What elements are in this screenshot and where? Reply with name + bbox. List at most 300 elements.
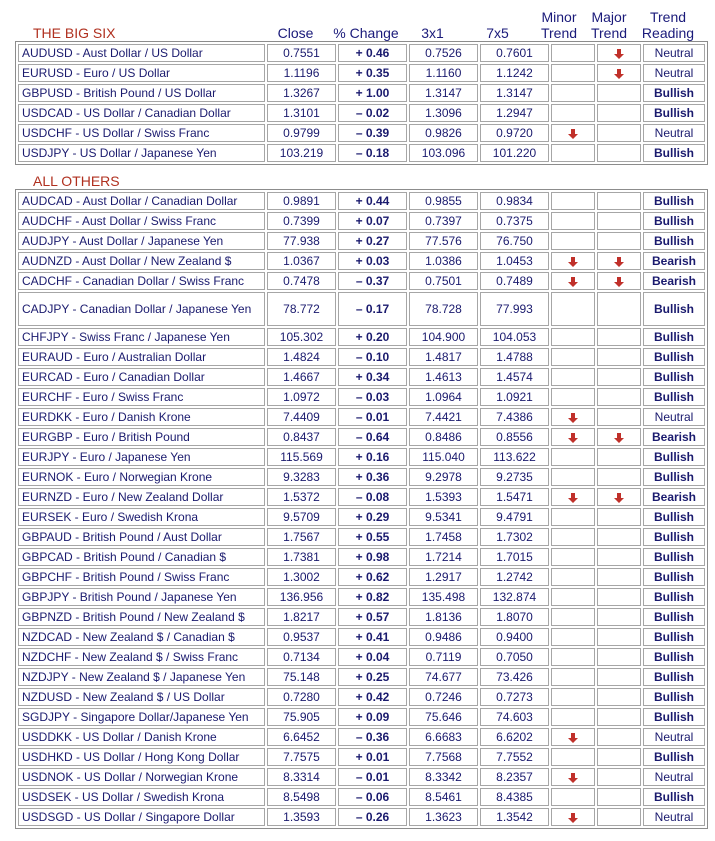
major-trend-cell: [597, 64, 641, 82]
close-value: 7.4409: [267, 408, 336, 426]
value-3x1: 8.5461: [409, 788, 478, 806]
minor-trend-cell: [551, 388, 595, 406]
pair-name: EURCHF - Euro / Swiss Franc: [18, 388, 265, 406]
close-value: 1.4824: [267, 348, 336, 366]
header-3x1: 3x1: [421, 25, 444, 41]
down-arrow-icon: [613, 256, 625, 268]
close-value: 0.7478: [267, 272, 336, 290]
down-arrow-icon: [567, 732, 579, 744]
header-minor-line2: Trend: [540, 25, 578, 41]
pair-name: USDSEK - US Dollar / Swedish Krona: [18, 788, 265, 806]
value-3x1: 0.7119: [409, 648, 478, 666]
value-7x5: 77.993: [480, 292, 549, 326]
pct-change-value: + 0.03: [338, 252, 407, 270]
minor-trend-cell: [551, 608, 595, 626]
table-row: [18, 144, 705, 162]
table-row: [18, 768, 705, 786]
table-row: [18, 84, 705, 102]
major-trend-cell: [597, 588, 641, 606]
value-7x5: 74.603: [480, 708, 549, 726]
major-trend-cell: [597, 272, 641, 290]
close-value: 103.219: [267, 144, 336, 162]
value-3x1: 103.096: [409, 144, 478, 162]
down-arrow-icon: [613, 492, 625, 504]
value-3x1: 0.7246: [409, 688, 478, 706]
pct-change-value: + 0.42: [338, 688, 407, 706]
value-7x5: 0.7375: [480, 212, 549, 230]
major-trend-cell: [597, 788, 641, 806]
value-7x5: 1.4788: [480, 348, 549, 366]
value-7x5: 1.5471: [480, 488, 549, 506]
minor-trend-cell: [551, 124, 595, 142]
trend-reading-value: Bullish: [643, 388, 705, 406]
close-value: 1.1196: [267, 64, 336, 82]
header-minor-line1: Minor: [541, 9, 577, 25]
minor-trend-cell: [551, 104, 595, 122]
value-3x1: 0.7501: [409, 272, 478, 290]
major-trend-cell: [597, 408, 641, 426]
minor-trend-cell: [551, 292, 595, 326]
pair-name: GBPCHF - British Pound / Swiss Franc: [18, 568, 265, 586]
table-row: [18, 648, 705, 666]
minor-trend-cell: [551, 668, 595, 686]
value-7x5: 0.7050: [480, 648, 549, 666]
major-trend-cell: [597, 468, 641, 486]
close-value: 1.5372: [267, 488, 336, 506]
close-value: 1.3002: [267, 568, 336, 586]
value-7x5: 1.0921: [480, 388, 549, 406]
close-value: 0.9799: [267, 124, 336, 142]
close-value: 0.7280: [267, 688, 336, 706]
section-title-big-six: THE BIG SIX: [33, 25, 116, 41]
table-row: [18, 508, 705, 526]
value-7x5: 0.8556: [480, 428, 549, 446]
trend-reading-value: Bullish: [643, 788, 705, 806]
major-trend-cell: [597, 448, 641, 466]
trend-reading-value: Bullish: [643, 588, 705, 606]
table-row: [18, 292, 705, 326]
trend-reading-value: Neutral: [643, 124, 705, 142]
table-row: [18, 608, 705, 626]
trend-reading-value: Neutral: [643, 728, 705, 746]
minor-trend-cell: [551, 64, 595, 82]
trend-reading-value: Bullish: [643, 232, 705, 250]
minor-trend-cell: [551, 428, 595, 446]
value-7x5: 113.622: [480, 448, 549, 466]
trend-reading-value: Bullish: [643, 448, 705, 466]
down-arrow-icon: [567, 256, 579, 268]
pair-name: AUDCAD - Aust Dollar / Canadian Dollar: [18, 192, 265, 210]
pct-change-value: + 0.36: [338, 468, 407, 486]
pair-name: USDNOK - US Dollar / Norwegian Krone: [18, 768, 265, 786]
value-3x1: 1.0386: [409, 252, 478, 270]
table-row: [18, 548, 705, 566]
value-3x1: 77.576: [409, 232, 478, 250]
value-7x5: 1.0453: [480, 252, 549, 270]
pair-name: EURNOK - Euro / Norwegian Krone: [18, 468, 265, 486]
pair-name: NZDCHF - New Zealand $ / Swiss Franc: [18, 648, 265, 666]
major-trend-cell: [597, 252, 641, 270]
value-3x1: 135.498: [409, 588, 478, 606]
value-7x5: 132.874: [480, 588, 549, 606]
trend-reading-value: Bullish: [643, 104, 705, 122]
trend-reading-value: Neutral: [643, 64, 705, 82]
major-trend-cell: [597, 232, 641, 250]
close-value: 0.7551: [267, 44, 336, 62]
down-arrow-icon: [567, 432, 579, 444]
trend-reading-value: Neutral: [643, 808, 705, 826]
minor-trend-cell: [551, 272, 595, 290]
pair-name: CADJPY - Canadian Dollar / Japanese Yen: [18, 292, 265, 326]
minor-trend-cell: [551, 348, 595, 366]
value-7x5: 76.750: [480, 232, 549, 250]
major-trend-cell: [597, 348, 641, 366]
major-trend-cell: [597, 648, 641, 666]
value-7x5: 1.3542: [480, 808, 549, 826]
trend-reading-value: Bullish: [643, 84, 705, 102]
value-3x1: 1.7458: [409, 528, 478, 546]
major-trend-cell: [597, 508, 641, 526]
pair-name: USDCAD - US Dollar / Canadian Dollar: [18, 104, 265, 122]
pair-name: EURGBP - Euro / British Pound: [18, 428, 265, 446]
major-trend-cell: [597, 708, 641, 726]
value-3x1: 1.3147: [409, 84, 478, 102]
major-trend-cell: [597, 192, 641, 210]
pair-name: CHFJPY - Swiss Franc / Japanese Yen: [18, 328, 265, 346]
pct-change-value: + 0.46: [338, 44, 407, 62]
close-value: 8.5498: [267, 788, 336, 806]
close-value: 115.569: [267, 448, 336, 466]
minor-trend-cell: [551, 708, 595, 726]
header-trend-line1: Trend: [649, 9, 687, 25]
pct-change-value: – 0.01: [338, 768, 407, 786]
pair-name: NZDUSD - New Zealand $ / US Dollar: [18, 688, 265, 706]
close-value: 0.9537: [267, 628, 336, 646]
table-row: [18, 708, 705, 726]
pair-name: CADCHF - Canadian Dollar / Swiss Franc: [18, 272, 265, 290]
pct-change-value: + 0.20: [338, 328, 407, 346]
close-value: 1.3593: [267, 808, 336, 826]
major-trend-cell: [597, 292, 641, 326]
value-7x5: 8.2357: [480, 768, 549, 786]
pct-change-value: + 1.00: [338, 84, 407, 102]
pct-change-value: + 0.62: [338, 568, 407, 586]
major-trend-cell: [597, 548, 641, 566]
pair-name: USDHKD - US Dollar / Hong Kong Dollar: [18, 748, 265, 766]
header-pct-change: % Change: [333, 25, 399, 41]
pct-change-value: – 0.26: [338, 808, 407, 826]
value-7x5: 7.4386: [480, 408, 549, 426]
table-row: [18, 788, 705, 806]
table-row: [18, 488, 705, 506]
close-value: 1.3101: [267, 104, 336, 122]
major-trend-cell: [597, 748, 641, 766]
table-row: [18, 688, 705, 706]
table-row: [18, 232, 705, 250]
minor-trend-cell: [551, 488, 595, 506]
value-7x5: 0.7273: [480, 688, 549, 706]
pair-name: GBPCAD - British Pound / Canadian $: [18, 548, 265, 566]
trend-reading-value: Bullish: [643, 508, 705, 526]
pct-change-value: – 0.06: [338, 788, 407, 806]
trend-reading-value: Bearish: [643, 252, 705, 270]
pct-change-value: + 0.29: [338, 508, 407, 526]
close-value: 1.7567: [267, 528, 336, 546]
minor-trend-cell: [551, 448, 595, 466]
close-value: 136.956: [267, 588, 336, 606]
trend-reading-value: Bullish: [643, 468, 705, 486]
minor-trend-cell: [551, 628, 595, 646]
pair-name: EURCAD - Euro / Canadian Dollar: [18, 368, 265, 386]
value-3x1: 1.1160: [409, 64, 478, 82]
pct-change-value: + 0.57: [338, 608, 407, 626]
value-7x5: 9.4791: [480, 508, 549, 526]
pct-change-value: – 0.10: [338, 348, 407, 366]
pair-name: AUDCHF - Aust Dollar / Swiss Franc: [18, 212, 265, 230]
table-row: [18, 668, 705, 686]
value-3x1: 1.0964: [409, 388, 478, 406]
table-row: [18, 64, 705, 82]
close-value: 1.0972: [267, 388, 336, 406]
value-3x1: 9.2978: [409, 468, 478, 486]
value-7x5: 0.9834: [480, 192, 549, 210]
major-trend-cell: [597, 688, 641, 706]
trend-reading-value: Bullish: [643, 328, 705, 346]
trend-reading-value: Bearish: [643, 272, 705, 290]
major-trend-cell: [597, 628, 641, 646]
pct-change-value: + 0.25: [338, 668, 407, 686]
down-arrow-icon: [567, 128, 579, 140]
header-7x5: 7x5: [486, 25, 509, 41]
trend-reading-value: Bullish: [643, 608, 705, 626]
value-3x1: 0.9826: [409, 124, 478, 142]
pct-change-value: + 0.09: [338, 708, 407, 726]
table-row: [18, 124, 705, 142]
minor-trend-cell: [551, 468, 595, 486]
close-value: 1.0367: [267, 252, 336, 270]
major-trend-cell: [597, 104, 641, 122]
major-trend-cell: [597, 428, 641, 446]
table-row: [18, 748, 705, 766]
pct-change-value: – 0.03: [338, 388, 407, 406]
value-7x5: 0.7489: [480, 272, 549, 290]
table-row: [18, 728, 705, 746]
value-7x5: 1.2947: [480, 104, 549, 122]
close-value: 0.8437: [267, 428, 336, 446]
value-3x1: 104.900: [409, 328, 478, 346]
pct-change-value: + 0.07: [338, 212, 407, 230]
trend-reading-value: Bullish: [643, 348, 705, 366]
pair-name: GBPUSD - British Pound / US Dollar: [18, 84, 265, 102]
close-value: 9.5709: [267, 508, 336, 526]
pct-change-value: + 0.34: [338, 368, 407, 386]
trend-reading-value: Bearish: [643, 428, 705, 446]
pct-change-value: – 0.37: [338, 272, 407, 290]
table-row: [18, 348, 705, 366]
value-3x1: 74.677: [409, 668, 478, 686]
value-3x1: 115.040: [409, 448, 478, 466]
pct-change-value: – 0.39: [338, 124, 407, 142]
close-value: 1.3267: [267, 84, 336, 102]
minor-trend-cell: [551, 44, 595, 62]
header-trend-line2: Reading: [641, 25, 695, 41]
pair-name: GBPAUD - British Pound / Aust Dollar: [18, 528, 265, 546]
table-row: [18, 192, 705, 210]
value-7x5: 1.7302: [480, 528, 549, 546]
close-value: 6.6452: [267, 728, 336, 746]
trend-reading-value: Bullish: [643, 568, 705, 586]
table-row: [18, 628, 705, 646]
down-arrow-icon: [567, 492, 579, 504]
trend-reading-value: Bullish: [643, 628, 705, 646]
minor-trend-cell: [551, 252, 595, 270]
value-3x1: 7.4421: [409, 408, 478, 426]
value-3x1: 1.2917: [409, 568, 478, 586]
close-value: 0.9891: [267, 192, 336, 210]
major-trend-cell: [597, 768, 641, 786]
close-value: 7.7575: [267, 748, 336, 766]
major-trend-cell: [597, 568, 641, 586]
minor-trend-cell: [551, 144, 595, 162]
pair-name: GBPJPY - British Pound / Japanese Yen: [18, 588, 265, 606]
value-7x5: 104.053: [480, 328, 549, 346]
major-trend-cell: [597, 124, 641, 142]
value-3x1: 75.646: [409, 708, 478, 726]
value-3x1: 0.9855: [409, 192, 478, 210]
pct-change-value: – 0.08: [338, 488, 407, 506]
pair-name: USDJPY - US Dollar / Japanese Yen: [18, 144, 265, 162]
value-7x5: 8.4385: [480, 788, 549, 806]
down-arrow-icon: [567, 412, 579, 424]
minor-trend-cell: [551, 408, 595, 426]
minor-trend-cell: [551, 728, 595, 746]
trend-reading-value: Neutral: [643, 44, 705, 62]
close-value: 75.148: [267, 668, 336, 686]
minor-trend-cell: [551, 84, 595, 102]
value-7x5: 1.1242: [480, 64, 549, 82]
pct-change-value: – 0.17: [338, 292, 407, 326]
pct-change-value: + 0.55: [338, 528, 407, 546]
trend-reading-value: Bullish: [643, 292, 705, 326]
table-row: [18, 528, 705, 546]
minor-trend-cell: [551, 328, 595, 346]
close-value: 105.302: [267, 328, 336, 346]
pct-change-value: + 0.35: [338, 64, 407, 82]
pct-change-value: – 0.36: [338, 728, 407, 746]
table-row: [18, 448, 705, 466]
pct-change-value: – 0.01: [338, 408, 407, 426]
major-trend-cell: [597, 368, 641, 386]
header-major-line2: Trend: [590, 25, 628, 41]
header-minor-trend: [536, 9, 582, 41]
value-7x5: 73.426: [480, 668, 549, 686]
close-value: 1.4667: [267, 368, 336, 386]
value-7x5: 0.9720: [480, 124, 549, 142]
close-value: 78.772: [267, 292, 336, 326]
value-3x1: 1.3623: [409, 808, 478, 826]
major-trend-cell: [597, 212, 641, 230]
trend-reading-value: Bearish: [643, 488, 705, 506]
table-row: [18, 588, 705, 606]
value-7x5: 1.7015: [480, 548, 549, 566]
close-value: 1.7381: [267, 548, 336, 566]
value-3x1: 0.8486: [409, 428, 478, 446]
pair-name: AUDUSD - Aust Dollar / US Dollar: [18, 44, 265, 62]
close-value: 8.3314: [267, 768, 336, 786]
table-row: [18, 104, 705, 122]
major-trend-cell: [597, 144, 641, 162]
trend-reading-value: Bullish: [643, 688, 705, 706]
major-trend-cell: [597, 608, 641, 626]
trend-reading-value: Bullish: [643, 212, 705, 230]
value-3x1: 9.5341: [409, 508, 478, 526]
minor-trend-cell: [551, 232, 595, 250]
major-trend-cell: [597, 728, 641, 746]
minor-trend-cell: [551, 648, 595, 666]
table-row: [18, 272, 705, 290]
down-arrow-icon: [613, 48, 625, 60]
minor-trend-cell: [551, 788, 595, 806]
trend-reading-value: Bullish: [643, 144, 705, 162]
value-3x1: 8.3342: [409, 768, 478, 786]
close-value: 0.7399: [267, 212, 336, 230]
value-7x5: 1.2742: [480, 568, 549, 586]
down-arrow-icon: [613, 276, 625, 288]
value-3x1: 0.7397: [409, 212, 478, 230]
pair-name: USDCHF - US Dollar / Swiss Franc: [18, 124, 265, 142]
pair-name: USDSGD - US Dollar / Singapore Dollar: [18, 808, 265, 826]
value-7x5: 9.2735: [480, 468, 549, 486]
value-3x1: 1.8136: [409, 608, 478, 626]
pair-name: NZDCAD - New Zealand $ / Canadian $: [18, 628, 265, 646]
pct-change-value: + 0.27: [338, 232, 407, 250]
value-3x1: 6.6683: [409, 728, 478, 746]
value-7x5: 1.8070: [480, 608, 549, 626]
pct-change-value: – 0.02: [338, 104, 407, 122]
value-7x5: 1.4574: [480, 368, 549, 386]
minor-trend-cell: [551, 212, 595, 230]
pct-change-value: – 0.18: [338, 144, 407, 162]
minor-trend-cell: [551, 528, 595, 546]
value-7x5: 0.9400: [480, 628, 549, 646]
value-3x1: 1.3096: [409, 104, 478, 122]
minor-trend-cell: [551, 748, 595, 766]
header-close: Close: [277, 25, 314, 41]
table-row: [18, 468, 705, 486]
table-row: [18, 328, 705, 346]
table-row: [18, 388, 705, 406]
major-trend-cell: [597, 808, 641, 826]
pct-change-value: + 0.04: [338, 648, 407, 666]
down-arrow-icon: [567, 772, 579, 784]
pair-name: AUDJPY - Aust Dollar / Japanese Yen: [18, 232, 265, 250]
pair-name: EURAUD - Euro / Australian Dollar: [18, 348, 265, 366]
major-trend-cell: [597, 488, 641, 506]
section-title-all-others: ALL OTHERS: [33, 173, 120, 189]
header-major-line1: Major: [591, 9, 627, 25]
all-others-table: [15, 189, 708, 829]
value-3x1: 1.4817: [409, 348, 478, 366]
down-arrow-icon: [613, 68, 625, 80]
pct-change-value: + 0.01: [338, 748, 407, 766]
minor-trend-cell: [551, 508, 595, 526]
value-3x1: 0.9486: [409, 628, 478, 646]
trend-reading-value: Bullish: [643, 548, 705, 566]
value-3x1: 1.5393: [409, 488, 478, 506]
table-row: [18, 212, 705, 230]
pct-change-value: + 0.98: [338, 548, 407, 566]
minor-trend-cell: [551, 368, 595, 386]
